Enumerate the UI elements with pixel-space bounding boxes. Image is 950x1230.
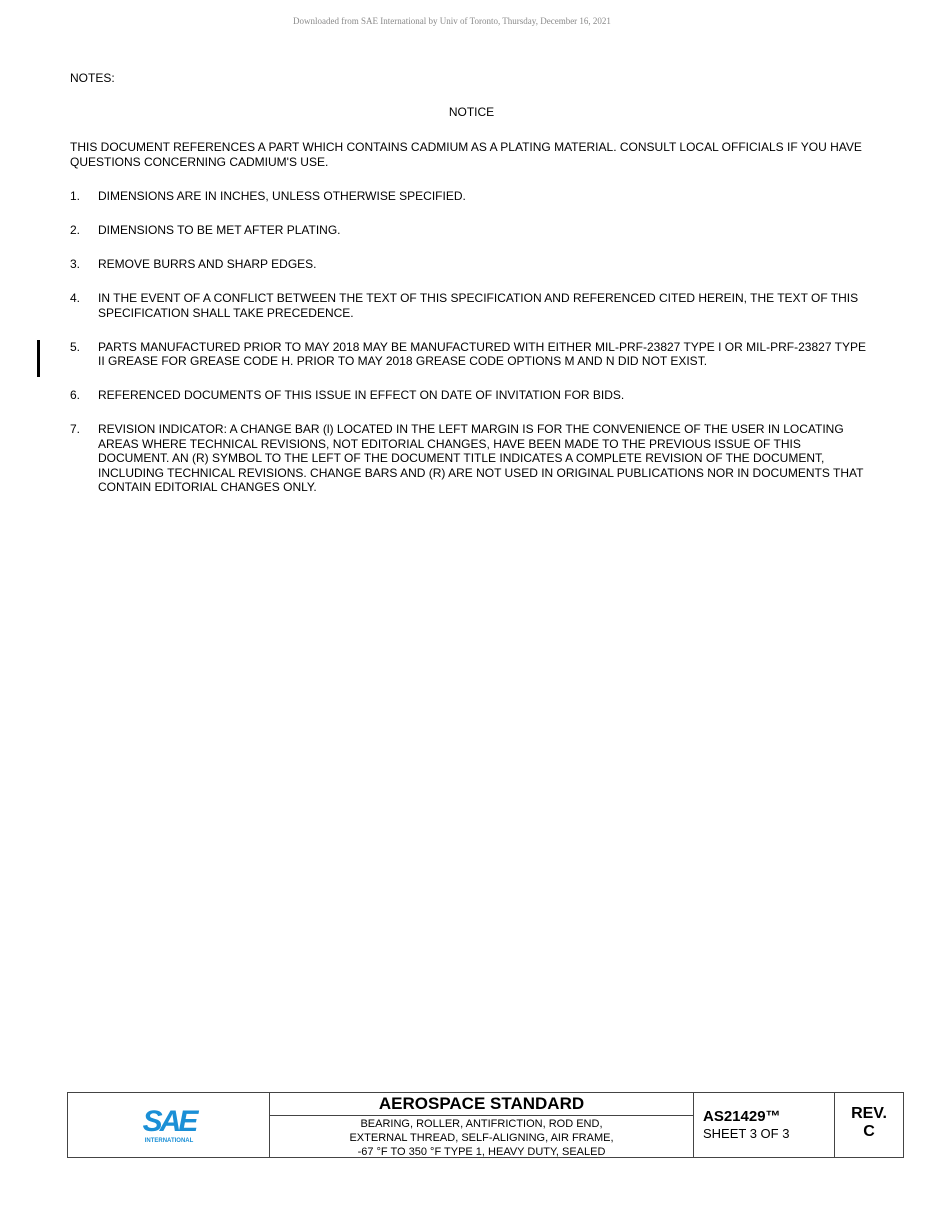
note-number: 2. bbox=[70, 223, 81, 237]
sae-logo bbox=[68, 1093, 270, 1157]
logo-subtext: INTERNATIONAL bbox=[144, 1138, 193, 1144]
note-text: DIMENSIONS TO BE MET AFTER PLATING. bbox=[98, 223, 341, 237]
note-item bbox=[70, 291, 870, 320]
description-line: -67 °F TO 350 °F TYPE 1, HEAVY DUTY, SEALED bbox=[357, 1146, 606, 1158]
note-text: REVISION INDICATOR: A CHANGE BAR (l) LOCATED IN THE LEFT MARGIN IS FOR THE CONVENIENCE OF THE USER IN LOCATING AREAS WHERE TECHNICAL REVISIONS, NOT EDITORIAL CHANGES, HAVE BEEN MADE TO THE PREVIOUS ISSUE OF THIS DOCUMENT. AN (R) SYMBOL TO THE LEFT OF THE DOCUMENT TITLE INDICATES A COMPLETE REVISION OF THE DOCUMENT, INCLUDING TECHNICAL REVISIONS. CHANGE BARS AND (R) ARE NOT USED IN ORIGINAL PUBLICATIONS NOR IN DOCUMENTS THAT CONTAIN EDITORIAL CHANGES ONLY. bbox=[98, 422, 864, 494]
note-number: 4. bbox=[70, 291, 81, 305]
sae-logo-icon bbox=[134, 1105, 204, 1145]
download-watermark: Downloaded from SAE International by Univ of Toronto, Thursday, December 16, 2021 bbox=[293, 16, 611, 26]
note-number: 6. bbox=[70, 388, 81, 402]
part-description bbox=[270, 1116, 693, 1159]
notice-text: THIS DOCUMENT REFERENCES A PART WHICH CONTAINS CADMIUM AS A PLATING MATERIAL. CONSULT LOCAL OFFICIALS IF YOU HAVE QUESTIONS CONCERNING CADMIUM'S USE. bbox=[70, 140, 862, 169]
notes-list bbox=[70, 189, 870, 514]
note-item bbox=[70, 223, 870, 238]
note-item bbox=[70, 189, 870, 204]
title-block-main bbox=[270, 1093, 694, 1157]
title-block bbox=[67, 1092, 904, 1158]
sheet-number: SHEET 3 OF 3 bbox=[703, 1126, 790, 1141]
note-item bbox=[70, 388, 870, 403]
note-text: PARTS MANUFACTURED PRIOR TO MAY 2018 MAY BE MANUFACTURED WITH EITHER MIL-PRF-23827 TYPE I OR MIL-PRF-23827 TYPE II GREASE FOR GREASE CODE H. PRIOR TO MAY 2018 GREASE CODE OPTIONS M AND N DID NOT EXIST. bbox=[98, 339, 866, 368]
document-number: AS21429™ bbox=[703, 1108, 781, 1125]
notes-label: NOTES: bbox=[70, 71, 115, 85]
note-number: 1. bbox=[70, 189, 81, 203]
note-number: 5. bbox=[70, 339, 81, 354]
document-number-cell bbox=[694, 1093, 835, 1157]
standard-heading: AEROSPACE STANDARD bbox=[270, 1093, 693, 1116]
note-item bbox=[70, 257, 870, 272]
change-bar bbox=[37, 340, 40, 377]
description-line: BEARING, ROLLER, ANTIFRICTION, ROD END, bbox=[360, 1118, 603, 1130]
revision-value: C bbox=[863, 1123, 875, 1140]
note-item bbox=[70, 422, 870, 495]
note-text: IN THE EVENT OF A CONFLICT BETWEEN THE TEXT OF THIS SPECIFICATION AND REFERENCED CITED HEREIN, THE TEXT OF THIS SPECIFICATION SHALL TAKE PRECEDENCE. bbox=[98, 291, 859, 320]
revision-cell bbox=[835, 1093, 903, 1157]
revision-label: REV. bbox=[851, 1105, 887, 1122]
note-text: REFERENCED DOCUMENTS OF THIS ISSUE IN EFFECT ON DATE OF INVITATION FOR BIDS. bbox=[98, 388, 625, 402]
note-text: REMOVE BURRS AND SHARP EDGES. bbox=[98, 257, 317, 271]
notice-title: NOTICE bbox=[448, 105, 495, 119]
description-line: EXTERNAL THREAD, SELF-ALIGNING, AIR FRAME, bbox=[349, 1132, 614, 1144]
note-number: 3. bbox=[70, 257, 81, 271]
logo-text: SAE bbox=[142, 1105, 195, 1138]
note-number: 7. bbox=[70, 422, 81, 436]
note-text: DIMENSIONS ARE IN INCHES, UNLESS OTHERWISE SPECIFIED. bbox=[98, 189, 466, 203]
note-item bbox=[70, 340, 870, 369]
